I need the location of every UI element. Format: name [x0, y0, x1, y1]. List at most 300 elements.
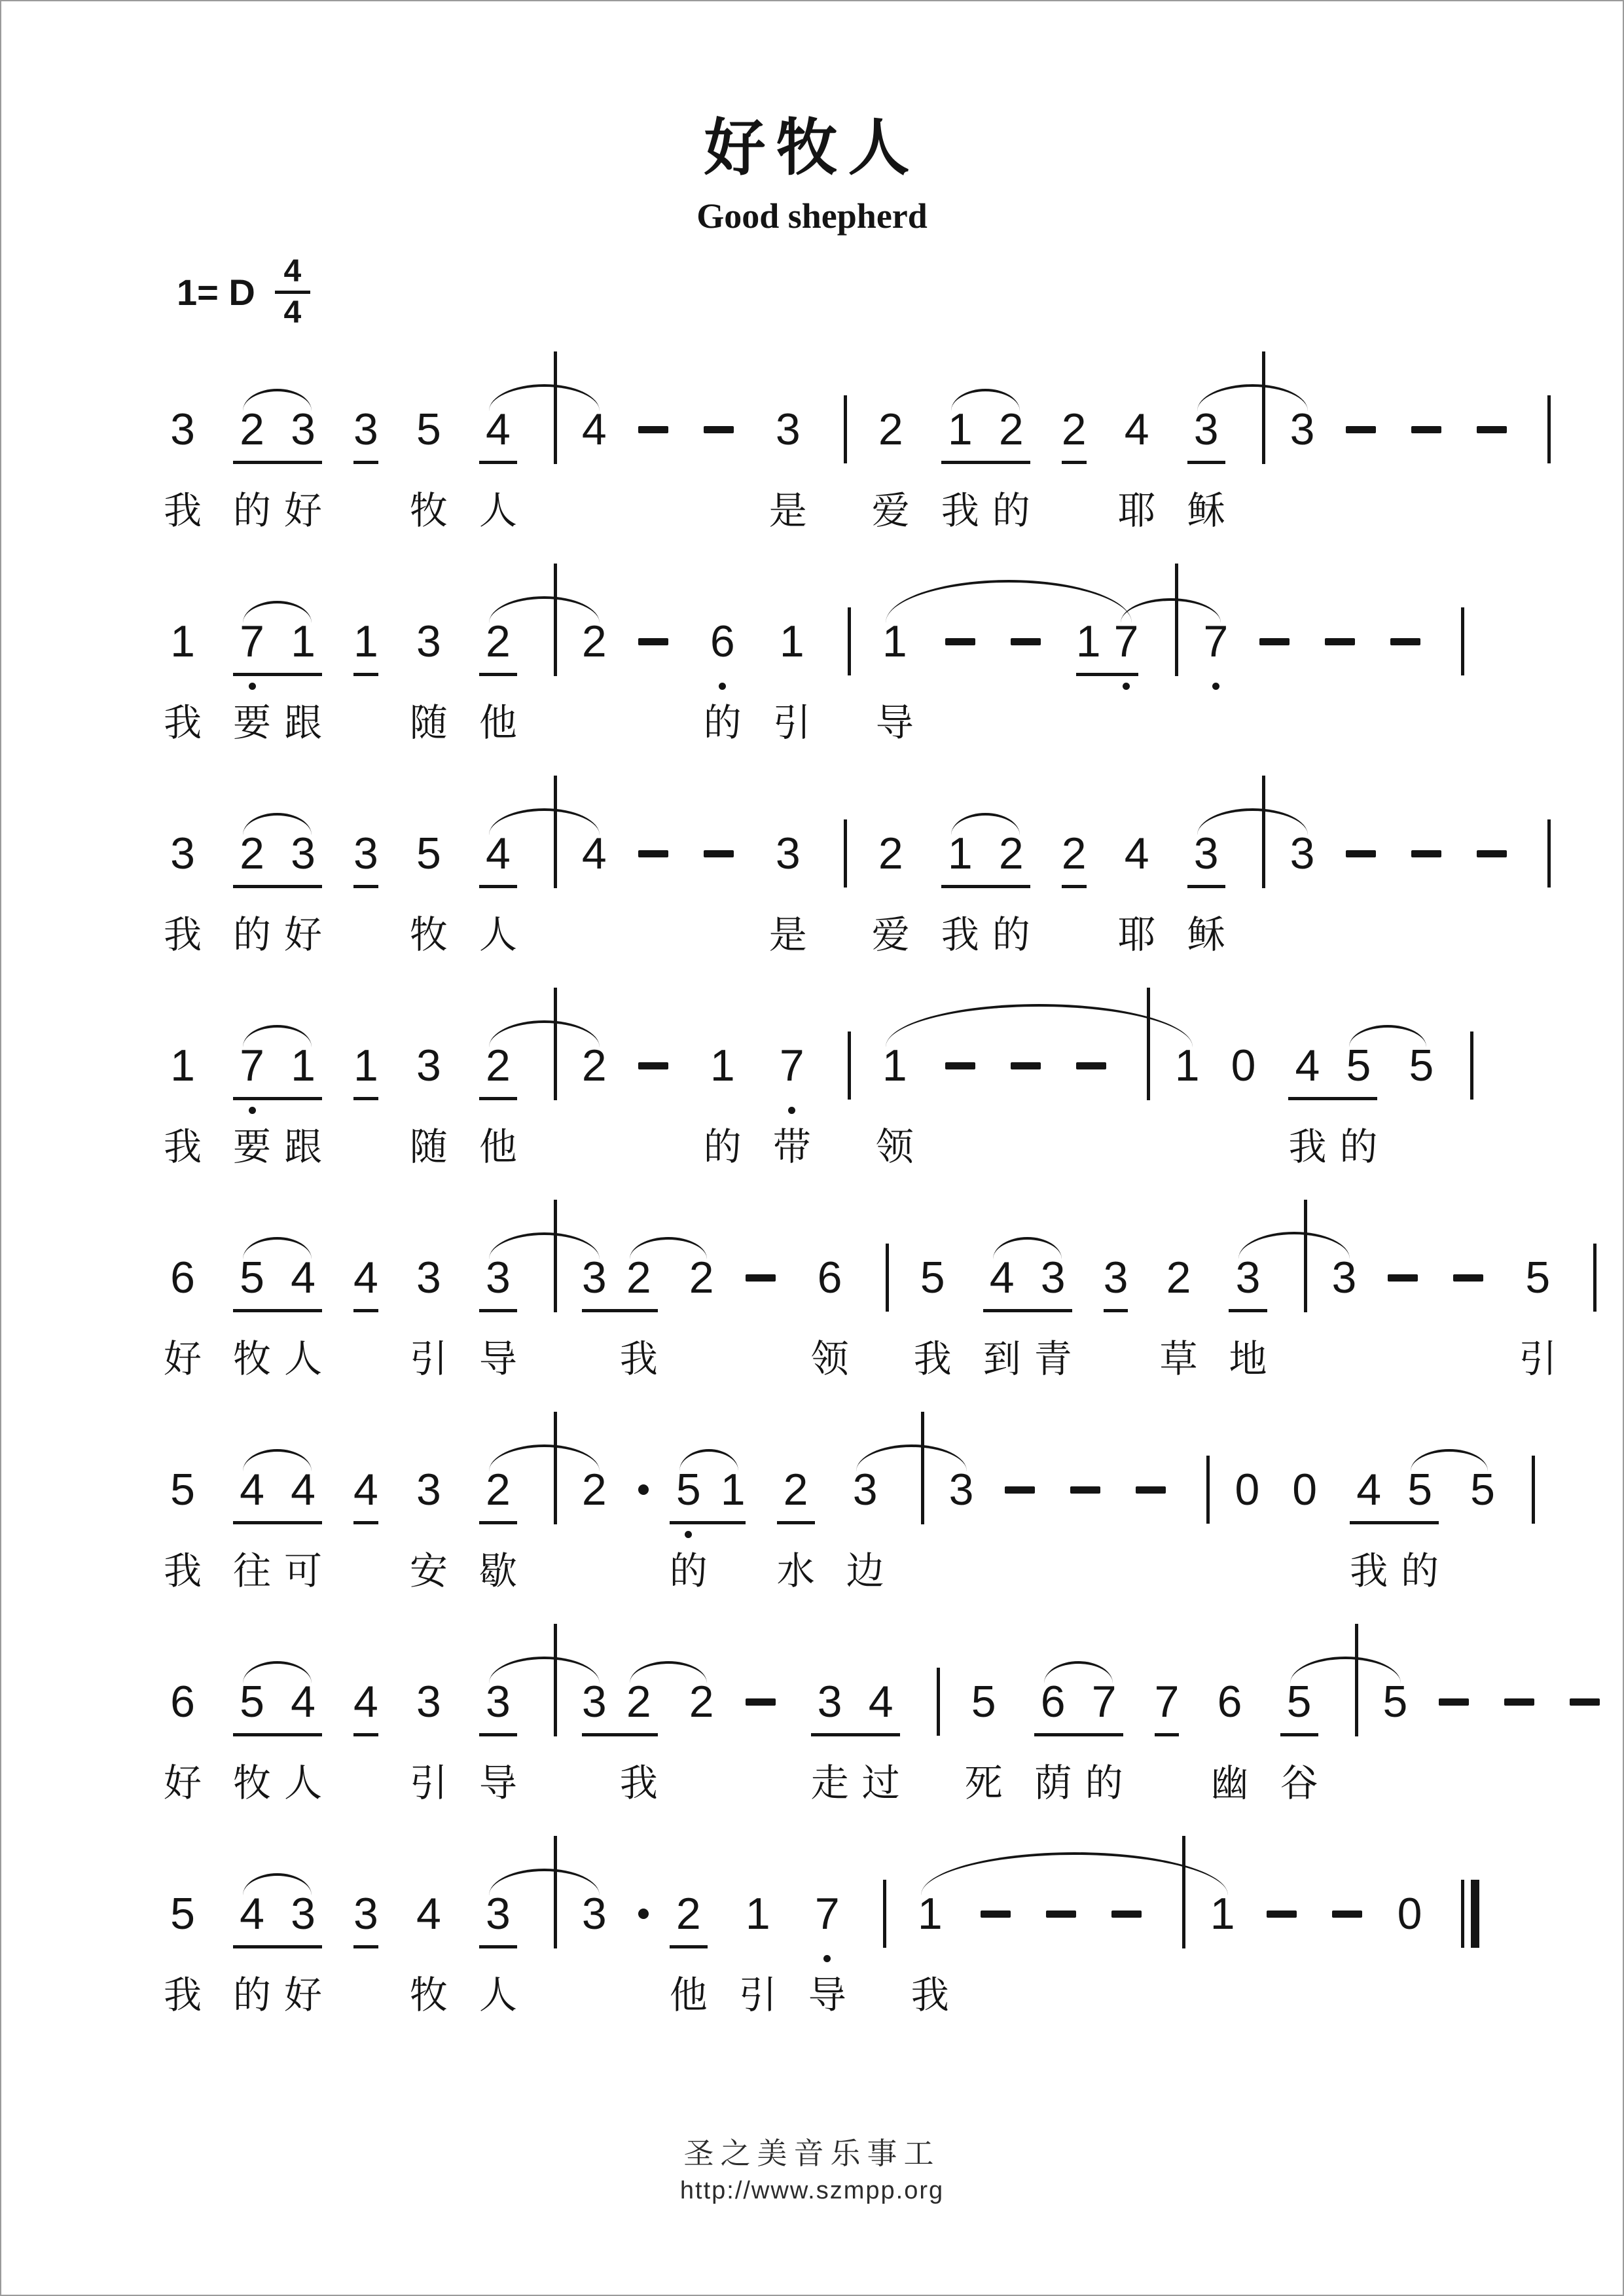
note-row [164, 1247, 1623, 1388]
note-glyph: 3 [353, 1889, 378, 1939]
note-3 [1187, 399, 1225, 539]
note-3 [284, 399, 322, 539]
note-1 [353, 611, 378, 751]
note-glyph: 1 [882, 617, 907, 666]
lyric: 过 [861, 1762, 900, 1804]
eighth-underline [1104, 1308, 1128, 1316]
eighth-underline [1477, 459, 1507, 467]
eighth-underline [914, 1308, 952, 1316]
duration-dash [1346, 823, 1376, 963]
note-glyph: 3 [1290, 404, 1315, 454]
eighth-underline [233, 1944, 271, 1952]
eighth-underline [582, 1308, 607, 1316]
song-title: 好牧人 [704, 115, 920, 183]
eighth-underline [554, 1096, 557, 1103]
note-glyph [704, 399, 734, 459]
lyric: 引 [1519, 1338, 1557, 1380]
note-glyph: 3 [1103, 1253, 1128, 1302]
note-glyph: 3 [416, 1465, 441, 1515]
eighth-underline [704, 459, 734, 467]
slur-arc [243, 1449, 312, 1471]
note-glyph [937, 1672, 940, 1732]
duration-dash [1477, 399, 1507, 539]
augmentation-dot [638, 1460, 649, 1600]
note-2 [872, 823, 910, 963]
note-glyph: 5 [240, 1677, 264, 1727]
lyric: 导 [808, 1974, 846, 2017]
barline [1182, 1884, 1185, 2024]
lyric: 要 [233, 1126, 272, 1168]
eighth-underline [582, 1096, 607, 1103]
duration-dash [1332, 1884, 1362, 2024]
note-glyph: 4 [485, 829, 511, 878]
lyric: 青 [1034, 1338, 1072, 1380]
eighth-underline [620, 1732, 658, 1740]
duration-dash [1439, 1672, 1469, 1812]
note-4 [862, 1672, 900, 1812]
eighth-underline [353, 1520, 378, 1528]
key-label: 1= D [177, 272, 255, 313]
note-glyph [1593, 1247, 1597, 1308]
note-glyph [1439, 1672, 1469, 1732]
eighth-underline [164, 1732, 202, 1740]
note-glyph: 3 [1331, 1253, 1357, 1302]
slur-arc [243, 1237, 312, 1259]
eighth-underline [582, 1944, 607, 1952]
eighth-underline [1325, 672, 1355, 679]
eighth-underline [945, 672, 975, 679]
barline [1547, 823, 1551, 963]
eighth-underline [721, 1520, 746, 1528]
eighth-underline [284, 459, 322, 467]
eighth-underline [848, 672, 851, 679]
note-glyph: 4 [581, 829, 607, 878]
eighth-underline [704, 1096, 742, 1103]
note-glyph: 2 [240, 829, 264, 878]
eighth-underline [1570, 1732, 1600, 1740]
note-glyph [1547, 399, 1551, 459]
lyric: 牧 [233, 1338, 272, 1380]
note-glyph: 1 [291, 1041, 316, 1090]
note-2 [582, 1460, 607, 1600]
note-5 [410, 823, 448, 963]
eighth-underline [1187, 884, 1225, 891]
lyric: 好 [284, 914, 323, 956]
lyric: 人 [284, 1762, 323, 1804]
lyric: 导 [478, 1762, 517, 1804]
duration-dash [1111, 1884, 1142, 2024]
eighth-underline [1477, 884, 1507, 891]
note-glyph: 2 [485, 617, 511, 666]
note-glyph: 5 [1407, 1465, 1433, 1515]
note-glyph: 3 [485, 1677, 511, 1727]
slur-arc [489, 1444, 600, 1471]
lyric: 的 [992, 490, 1030, 532]
barline [554, 1460, 557, 1600]
note-5 [670, 1460, 708, 1600]
note-5 [410, 399, 448, 539]
note-glyph: 3 [775, 829, 801, 878]
note-glyph: 1 [1174, 1041, 1200, 1090]
eighth-underline [1159, 1308, 1197, 1316]
slur-arc [1197, 384, 1308, 411]
slur-arc [243, 601, 312, 623]
note-glyph [1461, 611, 1464, 672]
note-5 [233, 1672, 271, 1812]
lyric: 我 [619, 1338, 658, 1380]
note-glyph: 3 [1235, 1253, 1261, 1302]
eighth-underline [1085, 1732, 1123, 1740]
note-3 [164, 823, 202, 963]
eighth-underline [1206, 1520, 1210, 1528]
lyric: 到 [983, 1338, 1021, 1380]
note-glyph: 4 [353, 1253, 378, 1302]
eighth-underline [1259, 672, 1290, 679]
note-glyph [1005, 1460, 1035, 1520]
note-4 [284, 1247, 322, 1388]
note-4 [284, 1460, 322, 1600]
fraction-bar [275, 291, 310, 294]
eighth-underline [941, 884, 979, 891]
note-glyph [883, 1884, 886, 1944]
slur-arc [1349, 1025, 1427, 1047]
eighth-underline [1504, 1732, 1534, 1740]
note-1 [876, 611, 914, 751]
eighth-underline [1383, 1732, 1408, 1740]
note-glyph [1325, 611, 1355, 672]
lyric: 爱 [871, 490, 910, 532]
note-glyph: 3 [485, 1253, 511, 1302]
eighth-underline [992, 459, 1030, 467]
note-7 [233, 611, 271, 751]
lyric: 地 [1229, 1338, 1267, 1380]
lyric: 我 [941, 490, 979, 532]
lyric: 草 [1159, 1338, 1198, 1380]
note-3 [582, 1884, 607, 2024]
eighth-underline [620, 1308, 658, 1316]
lyric: 是 [768, 490, 807, 532]
lyric: 水 [776, 1550, 815, 1592]
note-glyph: 4 [1124, 829, 1149, 878]
lyric: 带 [772, 1126, 811, 1168]
barline [1206, 1460, 1210, 1600]
note-3 [1290, 399, 1315, 539]
slur-arc [489, 1869, 600, 1895]
rest-note [1292, 1460, 1317, 1600]
note-7 [808, 1884, 846, 2024]
note-4 [1288, 1035, 1326, 1175]
eighth-underline [1262, 459, 1265, 467]
eighth-underline [1034, 1308, 1072, 1316]
note-glyph: 2 [676, 1889, 701, 1939]
lyric: 我 [911, 1974, 949, 2017]
note-7 [1203, 611, 1228, 751]
eighth-underline [1076, 1096, 1106, 1103]
note-glyph: 4 [485, 404, 511, 454]
note-5 [1339, 1035, 1377, 1175]
eighth-underline [1547, 884, 1551, 891]
eighth-underline [1235, 1520, 1259, 1528]
note-glyph: 2 [783, 1465, 808, 1515]
augmentation-dot [638, 1884, 649, 2024]
lyric: 他 [478, 702, 517, 744]
note-glyph: 6 [1040, 1677, 1066, 1727]
note-glyph: 3 [416, 617, 441, 666]
eighth-underline [992, 884, 1030, 891]
lyric: 的 [703, 1126, 742, 1168]
note-2 [777, 1460, 815, 1600]
eighth-underline [1288, 1096, 1326, 1103]
eighth-underline [479, 1308, 517, 1316]
note-2 [620, 1672, 658, 1812]
eighth-underline [554, 1732, 557, 1740]
note-4 [582, 823, 607, 963]
slur-arc [1121, 598, 1221, 623]
eighth-underline [582, 1520, 607, 1528]
lyric: 我 [619, 1762, 658, 1804]
lyric: 的 [669, 1550, 708, 1592]
note-glyph: 7 [1154, 1677, 1180, 1727]
eighth-underline [1070, 1520, 1100, 1528]
note-2 [1159, 1247, 1197, 1388]
low-octave-dot [719, 679, 726, 694]
eighth-underline [554, 672, 557, 679]
note-4 [1118, 823, 1156, 963]
duration-dash [704, 399, 734, 539]
lyric: 好 [284, 490, 323, 532]
lyric: 安 [409, 1550, 448, 1592]
eighth-underline [1203, 672, 1228, 679]
lyric: 耶 [1117, 490, 1156, 532]
eighth-underline [582, 672, 607, 679]
note-7 [1114, 611, 1139, 751]
duration-dash [704, 823, 734, 963]
slur-arc [489, 596, 600, 623]
note-glyph: 5 [971, 1677, 996, 1727]
note-3 [164, 399, 202, 539]
note-glyph: 6 [817, 1253, 842, 1302]
eighth-underline [1280, 1732, 1318, 1740]
duration-dash [981, 1884, 1011, 2024]
eighth-underline [746, 1308, 776, 1316]
eighth-underline [164, 459, 202, 467]
eighth-underline [284, 672, 322, 679]
lyric: 跟 [284, 1126, 323, 1168]
eighth-underline [1076, 672, 1101, 679]
barline [883, 1884, 886, 2024]
lyric: 我 [913, 1338, 952, 1380]
eighth-underline [1409, 1096, 1434, 1103]
note-glyph [638, 611, 668, 672]
duration-dash [1259, 611, 1290, 751]
duration-dash [1346, 399, 1376, 539]
lyric: 稣 [1187, 490, 1225, 532]
slur-arc [243, 813, 312, 835]
low-octave-dot [1212, 679, 1219, 694]
note-4 [582, 399, 607, 539]
eighth-underline [554, 1944, 557, 1952]
eighth-underline [1398, 1944, 1422, 1952]
note-glyph [886, 1247, 889, 1308]
note-1 [773, 611, 811, 751]
note-glyph: 2 [485, 1465, 511, 1515]
note-glyph: 1 [170, 617, 195, 666]
low-octave-dot [788, 1103, 795, 1118]
lyric: 他 [669, 1974, 708, 2017]
note-5 [1401, 1460, 1439, 1600]
eighth-underline [233, 884, 271, 891]
note-glyph [1390, 611, 1420, 672]
eighth-underline [1532, 1520, 1535, 1528]
note-1 [721, 1460, 746, 1600]
eighth-underline [1401, 1520, 1439, 1528]
note-glyph: 1 [745, 1889, 770, 1939]
barline [844, 823, 847, 963]
eighth-underline [1175, 1096, 1200, 1103]
eighth-underline [1292, 1520, 1317, 1528]
note-4 [479, 823, 517, 963]
eighth-underline [848, 1096, 851, 1103]
slur-arc [489, 1232, 600, 1259]
note-glyph [1388, 1247, 1418, 1308]
note-glyph: 5 [416, 404, 441, 454]
eighth-underline [410, 1732, 448, 1740]
eighth-underline [1187, 459, 1225, 467]
barline [554, 611, 557, 751]
eighth-underline [872, 459, 910, 467]
note-3 [284, 823, 322, 963]
note-glyph: 2 [240, 404, 264, 454]
note-4 [353, 1247, 378, 1388]
note-glyph [1504, 1672, 1534, 1732]
lyric: 歇 [478, 1550, 517, 1592]
note-row [164, 399, 1623, 539]
lyric: 的 [1401, 1550, 1439, 1592]
note-5 [164, 1460, 202, 1600]
note-glyph: 3 [1193, 829, 1219, 878]
eighth-underline [739, 1944, 777, 1952]
note-glyph [1461, 1884, 1479, 1944]
time-signature [275, 256, 310, 329]
note-3 [1229, 1247, 1267, 1388]
note-glyph: 5 [920, 1253, 945, 1302]
duration-dash [1388, 1247, 1418, 1388]
barline [1147, 1035, 1150, 1175]
eighth-underline [1062, 884, 1087, 891]
note-glyph: 1 [947, 829, 973, 878]
note-glyph [1477, 823, 1507, 884]
eighth-underline [773, 672, 811, 679]
note-glyph: 2 [689, 1677, 714, 1727]
lyric: 人 [478, 490, 517, 532]
note-5 [1470, 1460, 1495, 1600]
note-glyph: 6 [170, 1677, 195, 1727]
note-glyph [1346, 823, 1376, 884]
note-glyph: 2 [1166, 1253, 1191, 1302]
note-glyph: 7 [814, 1889, 840, 1939]
lyric: 我 [164, 1974, 202, 2017]
barline [1593, 1247, 1597, 1388]
duration-dash [945, 611, 975, 751]
lyric: 的 [1339, 1126, 1378, 1168]
eighth-underline [164, 884, 202, 891]
eighth-underline [1114, 672, 1139, 679]
eighth-underline [233, 1732, 271, 1740]
note-glyph: 1 [1075, 617, 1101, 666]
note-glyph: 2 [1061, 404, 1087, 454]
eighth-underline [284, 1944, 322, 1952]
eighth-underline [945, 1096, 975, 1103]
eighth-underline [410, 1096, 448, 1103]
note-3 [410, 1247, 448, 1388]
music-line [164, 1835, 1623, 2024]
lyric: 他 [478, 1126, 517, 1168]
barline [848, 1035, 851, 1175]
eighth-underline [284, 1096, 322, 1103]
eighth-underline [983, 1308, 1021, 1316]
duration-dash [746, 1247, 776, 1388]
note-3 [479, 1247, 517, 1388]
barline [554, 1884, 557, 2024]
eighth-underline [1118, 884, 1156, 891]
note-glyph: 3 [291, 829, 316, 878]
barline [554, 1247, 557, 1388]
song-subtitle: Good shepherd [696, 196, 928, 236]
barline [844, 399, 847, 539]
note-glyph: 2 [998, 404, 1024, 454]
note-glyph: 6 [170, 1253, 195, 1302]
eighth-underline [1519, 1308, 1557, 1316]
eighth-underline [1118, 459, 1156, 467]
eighth-underline [284, 884, 322, 891]
eighth-underline [1470, 1520, 1495, 1528]
note-glyph: 2 [626, 1677, 651, 1727]
note-glyph [848, 1035, 851, 1096]
eighth-underline [1231, 1096, 1256, 1103]
eighth-underline [1267, 1944, 1297, 1952]
note-3 [769, 823, 807, 963]
note-glyph: 5 [170, 1465, 195, 1515]
eighth-underline [1290, 884, 1315, 891]
eighth-underline [233, 672, 271, 679]
note-4 [353, 1460, 378, 1600]
note-glyph [844, 399, 847, 459]
low-octave-dot [685, 1528, 692, 1542]
note-3 [1104, 1247, 1128, 1388]
note-5 [233, 1247, 271, 1388]
note-glyph: 3 [581, 1677, 607, 1727]
note-7 [1155, 1672, 1180, 1812]
barline [848, 611, 851, 751]
barline [921, 1460, 924, 1600]
eighth-underline [233, 1096, 271, 1103]
note-glyph: 4 [353, 1465, 378, 1515]
lyric: 随 [409, 1126, 448, 1168]
eighth-underline [746, 1732, 776, 1740]
low-octave-dot [249, 1103, 256, 1118]
music-line [164, 1623, 1623, 1812]
eighth-underline [1011, 672, 1041, 679]
note-3 [1290, 823, 1315, 963]
eighth-underline [479, 1944, 517, 1952]
note-5 [1409, 1035, 1434, 1175]
note-glyph [1477, 399, 1507, 459]
note-1 [911, 1884, 949, 2024]
note-row [164, 1884, 1623, 2024]
eighth-underline [862, 1732, 900, 1740]
note-2 [233, 399, 271, 539]
eighth-underline [284, 1732, 322, 1740]
